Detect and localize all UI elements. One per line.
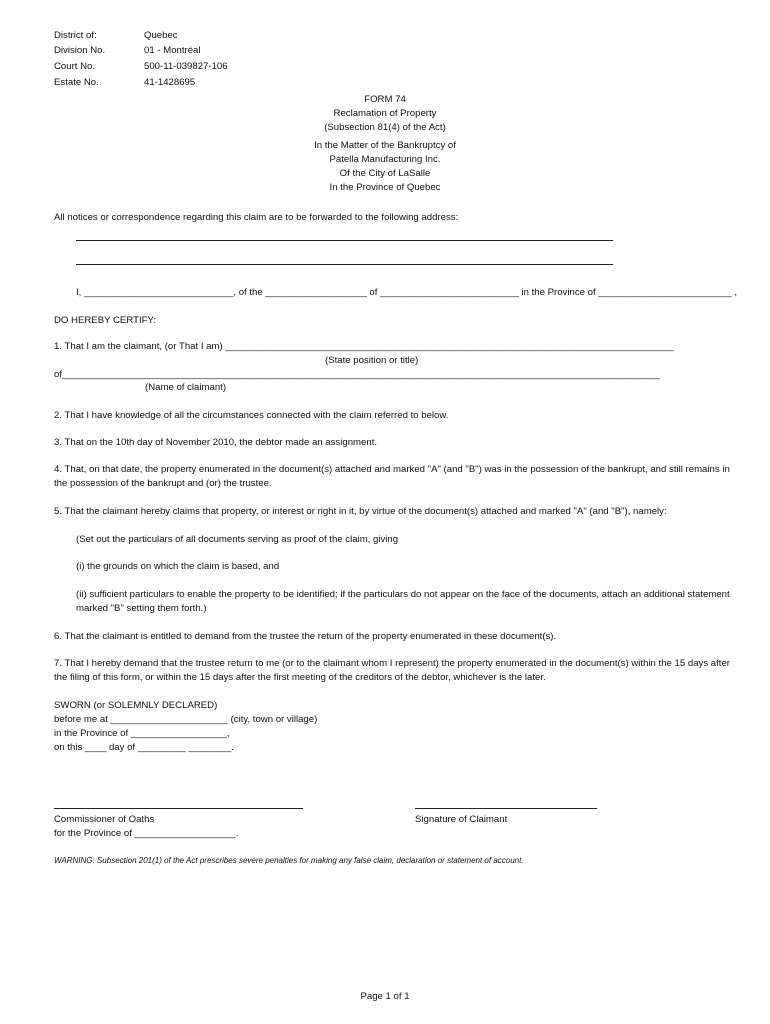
paragraph-7-line-2: the filing of this form, or within the 15 days after the first meeting of the creditors of the debtor, whichever is the later. bbox=[54, 672, 546, 683]
commissioner-of-oaths-label: Commissioner of Oaths bbox=[54, 814, 155, 825]
paragraph-4-line-1: 4. That, on that date, the property enumerated in the document(s) attached and marked "A" (and "B") was in the possession of the bankrupt, and still remains in bbox=[54, 464, 730, 475]
paragraph-7-line-1: 7. That I hereby demand that the trustee return to me (or to the claimant whom I represent) the property enumerated in the document(s) within the 15 days after bbox=[54, 658, 731, 669]
paragraph-4-line-2: the possession of the bankrupt and (or) the trustee. bbox=[54, 478, 272, 489]
certify-line: I, ____________________________, of the ___________________ of __________________________ in the Province of _________________________ , bbox=[76, 287, 738, 298]
matter-line-3: Of the City of LaSalle bbox=[339, 168, 431, 179]
matter-line-1: In the Matter of the Bankruptcy of bbox=[314, 140, 456, 151]
address-line-1[interactable] bbox=[76, 240, 613, 241]
for-province-line: for the Province of ___________________. bbox=[54, 828, 239, 839]
estate-label: Estate No. bbox=[54, 77, 99, 88]
division-label: Division No. bbox=[54, 45, 106, 56]
estate-value: 41-1428695 bbox=[144, 77, 196, 88]
form-subsection: (Subsection 81(4) of the Act) bbox=[324, 122, 446, 133]
signature-of-claimant-label: Signature of Claimant bbox=[415, 814, 508, 825]
district-label: District of: bbox=[54, 30, 97, 41]
warning-text: WARNING: Subsection 201(1) of the Act prescribes severe penalties for making any false claim, declaration or statement of account. bbox=[54, 856, 524, 865]
grounds-clause: (i) the grounds on which the claim is based, and bbox=[76, 561, 280, 572]
form-title: Reclamation of Property bbox=[333, 108, 437, 119]
paragraph-2: 2. That I have knowledge of all the circumstances connected with the claim referred to below. bbox=[54, 410, 449, 421]
paragraph-1: 1. That I am the claimant, (or That I am) ____________________________________________________________________________________ bbox=[54, 341, 674, 352]
set-out-particulars: (Set out the particulars of all documents serving as proof of the claim, giving bbox=[76, 534, 399, 545]
division-value: 01 - Montréal bbox=[144, 45, 201, 56]
court-value: 500-11-039827-106 bbox=[144, 61, 228, 72]
commissioner-signature-line[interactable] bbox=[54, 808, 303, 809]
sworn-line-3: in the Province of __________________, bbox=[54, 728, 230, 739]
paragraph-6: 6. That the claimant is entitled to demand from the trustee the return of the property enumerated in these document(s). bbox=[54, 631, 557, 642]
sufficient-particulars-line-2: marked "B" setting them forth.) bbox=[76, 603, 207, 614]
matter-line-4: In the Province of Quebec bbox=[329, 182, 441, 193]
matter-line-2: Patella Manufacturing Inc. bbox=[329, 154, 441, 165]
form-number: FORM 74 bbox=[364, 94, 406, 105]
sworn-line-2: before me at ______________________ (city, town or village) bbox=[54, 714, 318, 725]
address-line-2[interactable] bbox=[76, 264, 613, 265]
page-number: Page 1 of 1 bbox=[360, 991, 410, 1002]
claimant-signature-line[interactable] bbox=[415, 808, 597, 809]
court-label: Court No. bbox=[54, 61, 96, 72]
district-value: Quebec bbox=[144, 30, 178, 41]
state-position-caption: (State position or title) bbox=[325, 355, 419, 366]
of-line: of________________________________________________________________________________________________________________ bbox=[54, 369, 660, 380]
sufficient-particulars-line-1: (ii) sufficient particulars to enable the property to be identified; if the particulars do not appear on the face of the documents, attach an additional statement bbox=[76, 589, 730, 600]
sworn-line-4: on this ____ day of _________ ________. bbox=[54, 742, 234, 753]
notices-text: All notices or correspondence regarding this claim are to be forwarded to the following address: bbox=[54, 212, 459, 223]
do-hereby-certify: DO HEREBY CERTIFY: bbox=[54, 315, 157, 326]
sworn-line-1: SWORN (or SOLEMNLY DECLARED) bbox=[54, 700, 218, 711]
paragraph-5: 5. That the claimant hereby claims that property, or interest or right in it, by virtue of the document(s) attached and marked "A" (and "B"), namely: bbox=[54, 506, 667, 517]
paragraph-3: 3. That on the 10th day of November 2010, the debtor made an assignment. bbox=[54, 437, 378, 448]
name-of-claimant-caption: (Name of claimant) bbox=[145, 382, 227, 393]
